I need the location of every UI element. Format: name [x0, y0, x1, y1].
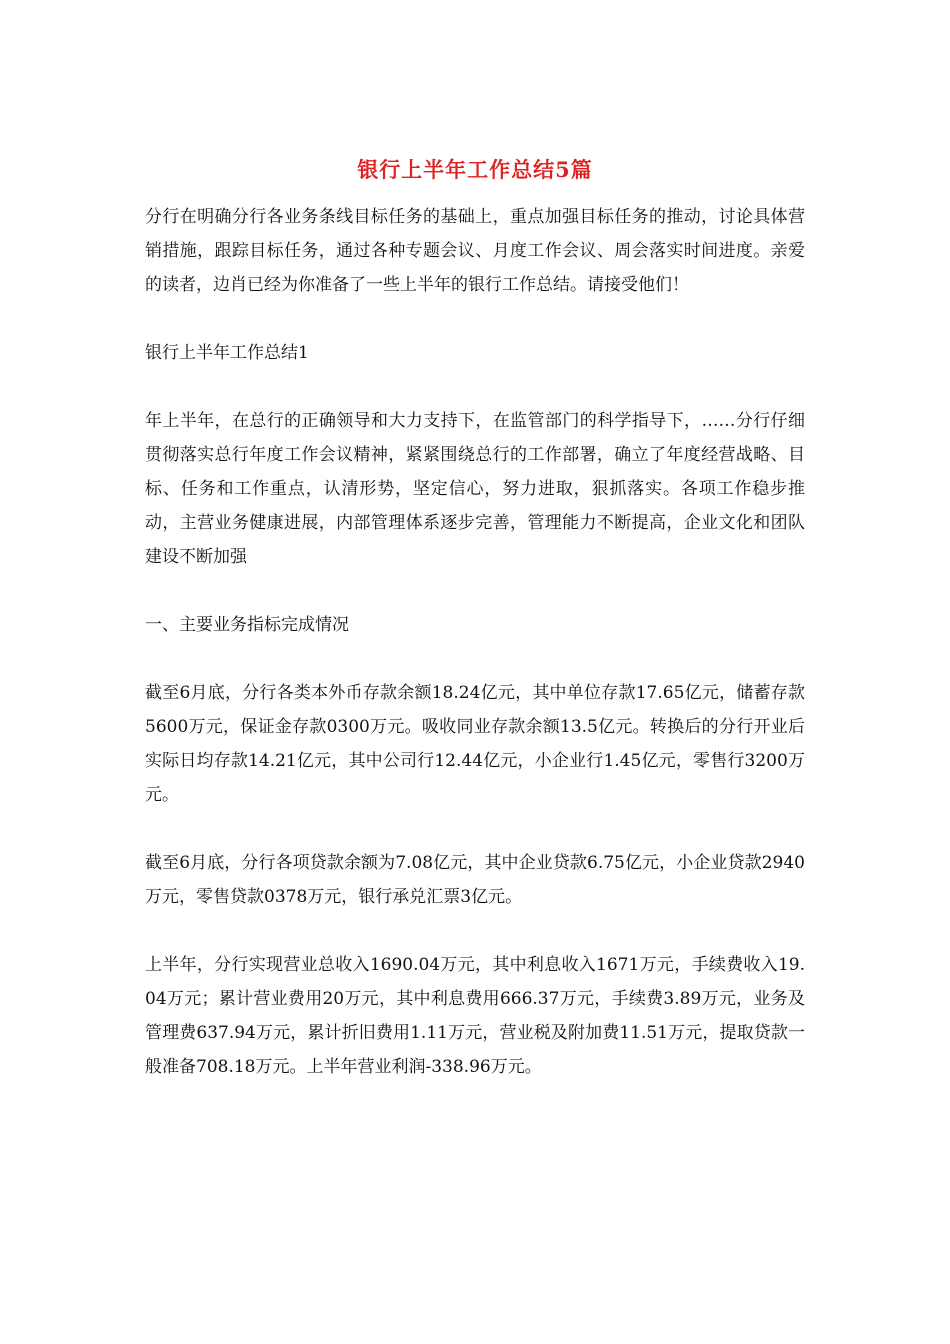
- revenue-paragraph: 上半年，分行实现营业总收入1690.04万元，其中利息收入1671万元，手续费收入19.04万元；累计营业费用20万元，其中利息费用666.37万元，手续费3.89万元，业务及管理费637.94万元，累计折旧费用1.11万元，营业税及附加费11.51万元，提取贷款一般准备708.18万元。上半年营业利润-338.96万元。: [145, 955, 805, 1077]
- deposits-paragraph: 截至6月底，分行各类本外币存款余额18.24亿元，其中单位存款17.65亿元，储蓄存款5600万元，保证金存款0300万元。吸收同业存款余额13.5亿元。转换后的分行开业后实际日均存款14.21亿元，其中公司行12.44亿元，小企业行1.45亿元，零售行3200万元。: [145, 683, 805, 805]
- paragraph-spacer: [145, 370, 805, 404]
- paragraph-spacer: [145, 302, 805, 336]
- intro-paragraph: 分行在明确分行各业务条线目标任务的基础上，重点加强目标任务的推动，讨论具体营销措施，跟踪目标任务，通过各种专题会议、月度工作会议、周会落实时间进度。亲爱的读者，边肖已经为你准备了一些上半年的银行工作总结。请接受他们！: [145, 207, 805, 295]
- paragraph-spacer: [145, 914, 805, 948]
- section-heading-summary-1: 银行上半年工作总结1: [145, 343, 309, 363]
- loans-paragraph: 截至6月底，分行各项贷款余额为7.08亿元，其中企业贷款6.75亿元，小企业贷款2940万元，零售贷款0378万元，银行承兑汇票3亿元。: [145, 853, 805, 907]
- document-page: [145, 150, 805, 1084]
- section-heading-indicators: 一、主要业务指标完成情况: [145, 615, 349, 635]
- overview-paragraph: 年上半年，在总行的正确领导和大力支持下，在监管部门的科学指导下，……分行仔细贯彻落实总行年度工作会议精神，紧紧围绕总行的工作部署，确立了年度经营战略、目标、任务和工作重点，认清形势，坚定信心，努力进取，狠抓落实。各项工作稳步推动，主营业务健康进展，内部管理体系逐步完善，管理能力不断提高，企业文化和团队建设不断加强: [145, 411, 805, 567]
- paragraph-spacer: [145, 574, 805, 608]
- document-title: 银行上半年工作总结5篇: [357, 157, 593, 182]
- paragraph-spacer: [145, 642, 805, 676]
- paragraph-spacer: [145, 812, 805, 846]
